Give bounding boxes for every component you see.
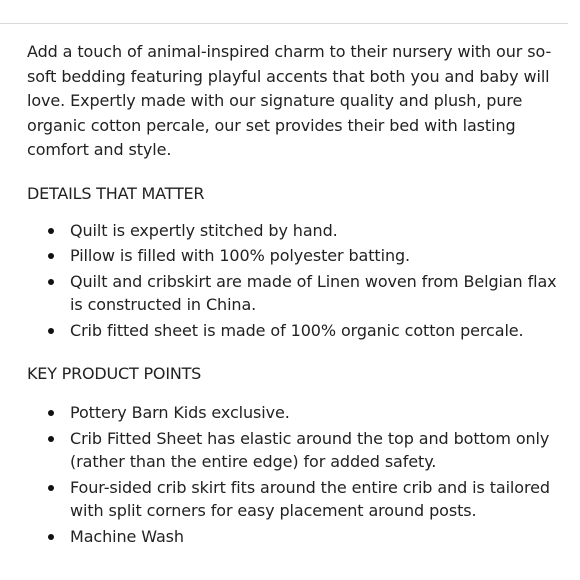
bullet-icon <box>48 436 54 442</box>
key-point-text: Crib Fitted Sheet has elastic around the top and bottom only (rather than the entire edge) for added safety. <box>70 428 550 471</box>
key-point-text: Machine Wash <box>70 526 184 546</box>
bullet-icon <box>48 228 54 234</box>
details-list <box>27 219 557 343</box>
top-divider <box>0 23 568 24</box>
details-item-text: Pillow is filled with 100% polyester batting. <box>70 246 411 265</box>
bullet-icon <box>48 279 54 285</box>
bullet-icon <box>48 328 54 334</box>
details-item-text: Quilt is expertly stitched by hand. <box>70 220 338 240</box>
key-points-list-item <box>27 476 557 523</box>
details-list-item <box>27 219 557 243</box>
details-list-item <box>27 244 557 268</box>
product-description: Add a touch of animal-inspired charm to their nursery with our so-soft bedding featuring playful accents that both you and baby will love. Expertly made with our signature quality and plush, pure organic cotton percale, our set provides their bed with lasting comfort and style. <box>27 42 552 159</box>
details-list-item <box>27 270 557 317</box>
key-points-list-item <box>27 525 557 549</box>
key-points-list-item <box>27 427 557 474</box>
key-points-list-item <box>27 401 557 425</box>
key-points-heading: KEY PRODUCT POINTS <box>27 364 202 383</box>
details-item-text: Crib fitted sheet is made of 100% organic cotton percale. <box>70 320 524 340</box>
key-point-text: Pottery Barn Kids exclusive. <box>70 403 290 422</box>
bullet-icon <box>48 410 54 416</box>
bullet-icon <box>48 253 54 259</box>
product-description-panel <box>27 40 557 550</box>
key-points-list <box>27 401 557 548</box>
details-item-text: Quilt and cribskirt are made of Linen woven from Belgian flax is constructed in China. <box>70 271 557 314</box>
bullet-icon <box>48 534 54 540</box>
details-list-item <box>27 319 557 343</box>
key-point-text: Four-sided crib skirt fits around the entire crib and is tailored with split corners for easy placement around posts. <box>70 477 550 520</box>
details-heading: DETAILS THAT MATTER <box>27 183 205 203</box>
bullet-icon <box>48 485 54 491</box>
